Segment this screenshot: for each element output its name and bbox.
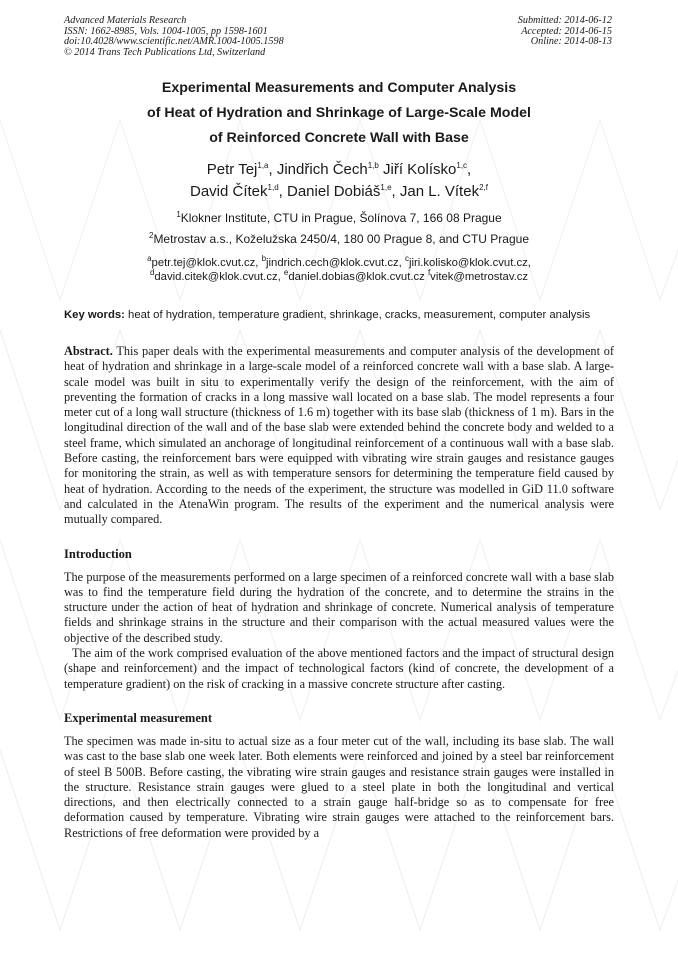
author-list xyxy=(64,159,614,203)
email-link[interactable]: david.citek@klok.cvut.cz, xyxy=(154,271,281,283)
email-link[interactable]: jiri.kolisko@klok.cvut.cz, xyxy=(408,257,531,269)
email-line: $^a$petr.tej@klok.cvut.cz, $^b$jindrich.cech@klok.cvut.cz, $^c$jiri.kolisko@klok.cvut.cz, xyxy=(147,254,531,269)
keywords-label: Key words: xyxy=(64,309,125,321)
paragraph: The purpose of the measurements performed on a large specimen of a reinforced concrete wall with a base slab was to find the temperature field during the hydration of the concrete, and to determine the strains in the structure under the action of heat of hydration and shrinkage of concrete. Numerical analysis of temperature fields and shrinkage strains in the structure and their comparison with the actual measured values were the objective of the described study. xyxy=(64,569,614,645)
author-affil: 1,b xyxy=(367,161,379,170)
abstract-label: Abstract. xyxy=(64,344,113,358)
online-date: Online: 2014-08-13 xyxy=(530,36,612,48)
abstract-text: This paper deals with the experimental measurements and computer analysis of the development of heat of hydration and shrinkage in a large-scale model of a reinforced concrete wall with a base slab. A large-scale model was built in situ to experimentally verify the design of the reinforcement, with the aim of preventing the formation of cracks in a long massive wall located on a base slab. The model represents a four meter cut of a long wall structure (thickness of 1.6 m) together with its base slab (thickness of 1 m). Bars in the longitudinal direction of the wall and of the base slab were extended behind the concrete body and welded to a steel frame, which simulated an anchorage of longitudinal reinforcement of a continuous wall with a base slab. Before casting, the reinforcement bars were equipped with vibrating wire strain gauges and resistance gauges for monitoring the strain, as well as with temperature sensors for determining the temperature field caused by heat of hydration. According to the needs of the experiment, the structure was modelled in GiD 11.0 software and calculated in the AtenaWin program. The results of the experiment and the numerical analysis were mutually compared. xyxy=(64,344,614,527)
journal-name: Advanced Materials Research xyxy=(64,15,187,26)
affiliation-2: $^2$Metrostav a.s., Koželužska 2450/4, 180 00 Prague 8, and CTU Prague xyxy=(148,231,529,246)
title-line: Experimental Measurements and Computer Analysis xyxy=(161,80,517,96)
email-link[interactable]: petr.tej@klok.cvut.cz, xyxy=(151,257,259,269)
title-line: of Reinforced Concrete Wall with Base xyxy=(209,130,469,146)
author-emails xyxy=(64,256,614,284)
dates-info xyxy=(518,16,612,48)
doi-line: doi:10.4028/www.scientific.net/AMR.1004-1005.1598 xyxy=(64,36,284,48)
keywords xyxy=(64,308,614,323)
section-heading-experimental: Experimental measurement xyxy=(64,710,213,725)
paragraph: The specimen was made in-situ to actual size as a four meter cut of the wall, including its base slab. The wall was cast to the base slab one week later. Both elements were reinforced and joined by a steel bar reinforcement of steel B 500B. Before casting, the vibrating wire strain gauges and resistance strain gauges were installed in the structure. Resistance strain gauges were glued to a steel plate in both the longitudinal and vertical directions, and then electrically connected to a strain gauge half-bridge so as to compensate for free deformation caused by temperature. Vibrating wire strain gauges were attached to the reinforcement bars. Restrictions of free deformation were provided by a xyxy=(64,733,614,840)
section-heading-introduction: Introduction xyxy=(64,546,132,561)
author-affil: 2,f xyxy=(479,183,488,192)
affiliation-1: $^1$Klokner Institute, CTU in Prague, Šolínova 7, 166 08 Prague xyxy=(176,210,502,225)
affiliations xyxy=(64,208,614,250)
submitted-date: Submitted: 2014-06-12 xyxy=(517,15,612,26)
accepted-date: Accepted: 2014-06-15 xyxy=(521,25,612,37)
keywords-text: heat of hydration, temperature gradient, shrinkage, cracks, measurement, computer analysis xyxy=(128,309,591,321)
author-affil: 1,e xyxy=(380,183,392,192)
author-name: David Čítek xyxy=(190,183,268,200)
author-affil: 1,d xyxy=(267,183,279,192)
author-name: Jindřich Čech xyxy=(276,161,368,178)
paragraph: The aim of the work comprised evaluation of the above mentioned factors and the impact of structural design (shape and reinforcement) and the impact of technological factors (kind of concrete, the development of a temperature gradient) on the risk of cracking in a massive concrete structure after casting. xyxy=(64,646,614,691)
author-affil: 1,a xyxy=(257,161,269,170)
paper-title xyxy=(64,76,614,151)
title-line: of Heat of Hydration and Shrinkage of Large-Scale Model xyxy=(147,105,531,121)
email-link[interactable]: jindrich.cech@klok.cvut.cz, xyxy=(266,257,402,269)
email-link[interactable]: vitek@metrostav.cz xyxy=(430,271,529,283)
copyright-line: © 2014 Trans Tech Publications Ltd, Switzerland xyxy=(64,46,266,58)
issn-line: ISSN: 1662-8985, Vols. 1004-1005, pp 1598-1601 xyxy=(64,25,268,37)
author-line: David Čítek$^{1,d}$, Daniel Dobiáš$^{1,e}$, Jan L. Vítek$^{2,f}$ xyxy=(190,183,488,200)
email-line: $^d$david.citek@klok.cvut.cz, $^e$daniel.dobias@klok.cvut.cz $^f$vitek@metrostav.cz xyxy=(149,268,529,283)
journal-info xyxy=(64,16,284,58)
author-line: Petr Tej$^{1,a}$, Jindřich Čech$^{1,b}$ Jiří Kolísko$^{1,c}$, xyxy=(206,161,472,178)
author-name: Petr Tej xyxy=(206,161,258,178)
author-name: Jan L. Vítek xyxy=(399,183,480,200)
author-name: Daniel Dobiáš xyxy=(287,183,381,200)
email-link[interactable]: daniel.dobias@klok.cvut.cz xyxy=(288,271,425,283)
journal-header xyxy=(0,0,678,60)
author-affil: 1,c xyxy=(456,161,468,170)
abstract xyxy=(64,344,614,528)
author-name: Jiří Kolísko xyxy=(383,161,457,178)
